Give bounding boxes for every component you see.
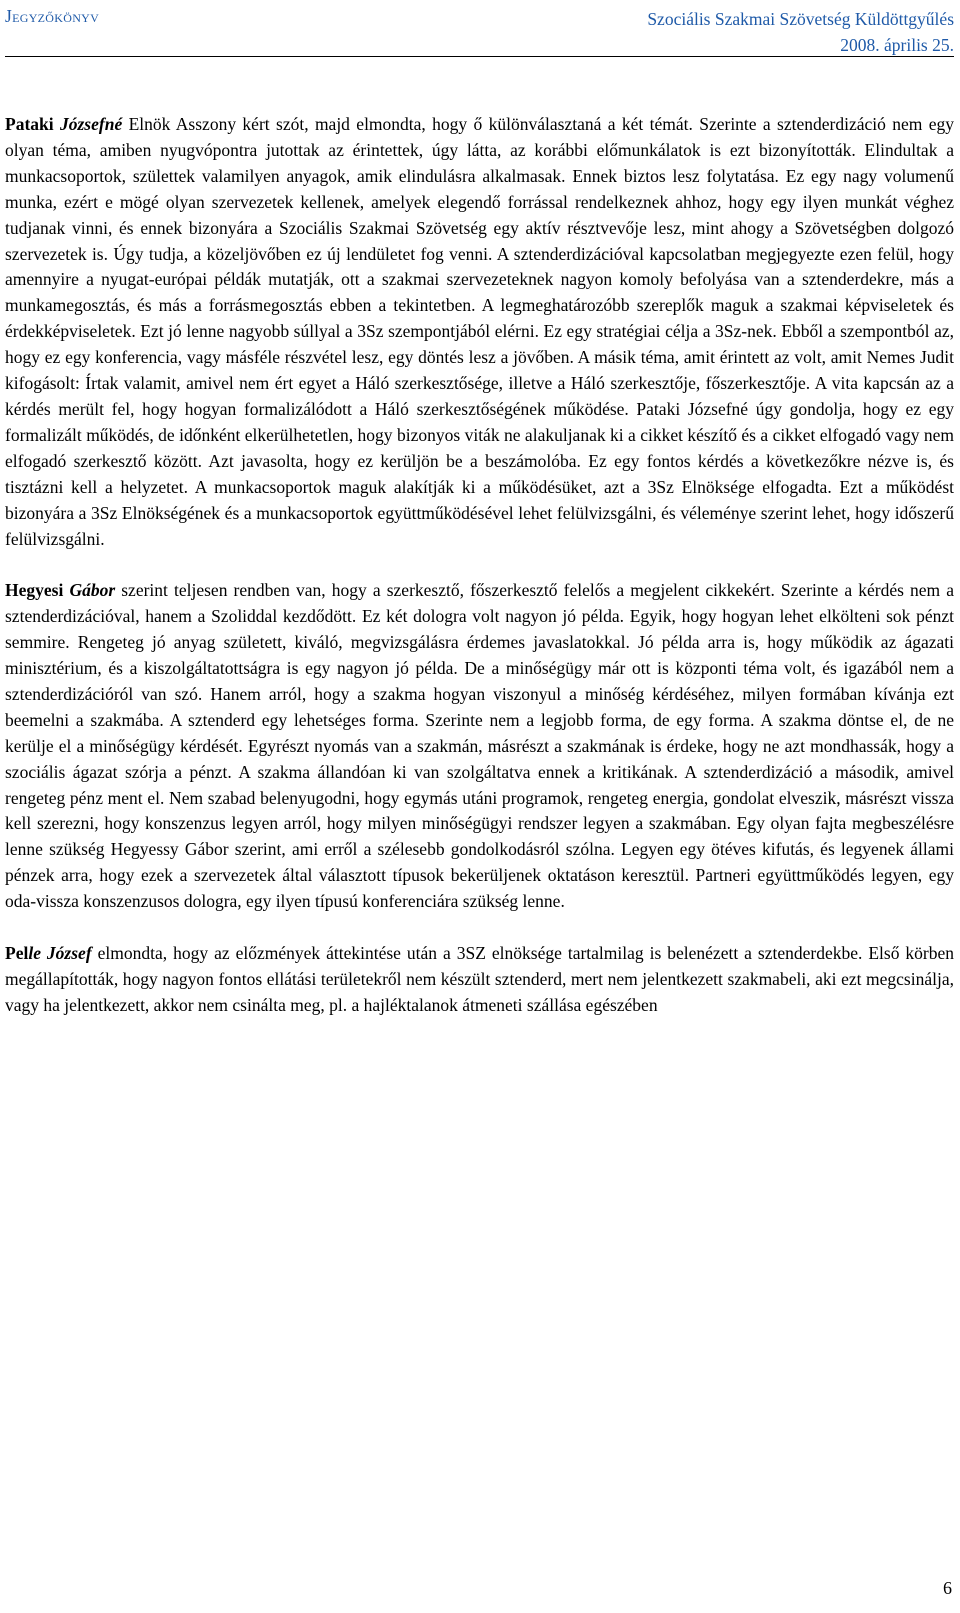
paragraph-text: elmondta, hogy az előzmények áttekintése után a 3SZ elnöksége tartalmilag is belenézett a sztenderdekbe. Első körben megállapították, hogy nagyon fontos ellátási területekről nem készült sztenderd, mert nem jelentkezett szakmabeli, aki ezt megcsinálja, vagy ha jelentkezett, akkor nem csinálta meg, pl. a hajléktalanok átmeneti szállása egészében <box>5 942 955 1015</box>
header-event <box>647 6 954 58</box>
header-event-date: 2008. április 25. <box>840 35 954 55</box>
paragraph-hegyesi <box>5 578 954 915</box>
speaker-name: Hegyesi <box>5 580 64 601</box>
page-number: 6 <box>943 1578 952 1598</box>
header-event-title: Szociális Szakmai Szövetség Küldöttgyűlés <box>647 9 954 29</box>
paragraph-text: szerint teljesen rendben van, hogy a szerkesztő, főszerkesztő felelős a megjelent cikkekért. Szerinte a kérdés nem a sztenderdizációval, hanem a Szoliddal kezdődött. Ez két dologra volt nagyon jó példa. Egyik, hogy hogyan lehet elkölteni sok pénzt semmire. Rengeteg jó anyag született, kiváló, megvizsgálásra érdemes javaslatokkal. Jó példa arra is, hogy működik az ágazati minisztérium, és a kiszolgáltatottságra is egy nagyon jó példa. De a minőségügy már ott is központi téma volt, és igazából nem a sztenderdizációról van szó. Hanem arról, hogy a szakma hogyan viszonyul a minőség kérdéséhez, milyen formában kívánja ezt beemelni a szakmába. A sztenderd egy lehetséges forma. Szerinte nem a legjobb forma, de egy forma. A szakma döntse el, de ne kerülje el a minőségügy kérdését. Egyrészt nyomás van a szakmán, másrészt a szakmának is érdeke, hogy ne azt mondhassák, hogy a szociális ágazat szórja a pénzt. A szakma állandóan ki van szolgáltatva ennek a kritikának. A sztenderdizáció a második, amivel rengeteg pénz ment el. Nem szabad belenyugodni, hogy egymás utáni programok, rengeteg energia, gondolat elveszik, másrészt vissza kell szerezni, hogy konszenzus legyen arról, hogy milyen minőségügyi rendszer legyen a szakmában. Egy olyan fajta megbeszélésre lenne szükség Hegyessy Gábor szerint, ami erről a szélesebb gondolkodásról szólna. Legyen egy ötéves kifutás, és legyenek állami pénzek arra, hogy ezek a szervezetek által választott típusok bekerüljenek oktatáson keresztül. Partneri együttműködés legyen, egy oda-vissza konszenzusos dologra, egy ilyen típusú konferenciára szükség lenne. <box>5 580 955 912</box>
paragraph-pelle <box>5 941 954 1019</box>
document-body <box>5 112 954 1019</box>
speaker-name: Pel <box>5 942 29 963</box>
page-header <box>5 4 954 57</box>
paragraph-pataki <box>5 112 954 552</box>
speaker-name: Pataki <box>5 114 54 134</box>
speaker-name-italic: le József <box>28 942 92 963</box>
speaker-name-italic: Gábor <box>69 580 116 601</box>
paragraph-text: Elnök Asszony kért szót, majd elmondta, hogy ő különválasztaná a két témát. Szerinte a sztenderdizáció nem egy olyan téma, amiben nyugvópontra jutottak az érintettek, úgy látta, az korábbi előmunkálatok is ezt bizonyították. Elindultak a munkacsoportok, születtek valamilyen anyagok, amik elindulásra alkalmasak. Ennek biztos lesz folytatása. Ez egy nagy volumenű munka, ezért e mögé olyan szervezetek kellenek, amelyek elegendő forrással rendelkeznek ahhoz, hogy egy ilyen munkát véghez tudjanak vinni, és ennek bizonyára a Szociális Szakmai Szövetség egy aktív résztvevője lesz, mint ahogy a Szövetségben dolgozó szervezetek is. Úgy tudja, a közeljövőben ez új lendületet fog venni. A sztenderdizációval kapcsolatban megjegyezte ezen felül, hogy amennyire a nyugat-európai példák mutatják, ott a szakmai szervezeteknek nagyon komoly befolyása van a sztenderdekre, más a munkamegosztás, és más a forrásmegosztás ebben a tekintetben. A legmeghatározóbb szereplők maguk a szakmai képviseletek és érdekképviseletek. Ezt jó lenne nagyobb súllyal a 3Sz szempontjából elérni. Ez egy stratégiai célja a 3Sz-nek. Ebből a szempontból az, hogy ez egy konferencia, vagy másféle részvétel lesz, egy döntés lesz a jövőben. A másik téma, amit érintett az volt, amit Nemes Judit kifogásolt: Írtak valamit, amivel nem ért egyet a Háló szerkesztősége, illetve a Háló szerkesztője, főszerkesztője. A vita kapcsán az a kérdés merült fel, hogy hogyan formalizálódott a Háló szerkesztőségének működése. Pataki Józsefné úgy gondolja, hogy ez egy formalizált működés, de időnként elkerülhetetlen, hogy bizonyos viták ne alakuljanak ki a cikket készítő és a cikket elfogadó vagy nem elfogadó szerkesztő között. Azt javasolta, hogy ez kerüljön be a beszámolóba. Ez egy fontos kérdés a következőkre nézve is, és tisztázni kell a helyzetet. A munkacsoportok maguk alakítják ki a működésüket, azt a 3Sz Elnöksége elfogadta. Ezt a működést bizonyára a 3Sz Elnökségének és a munkacsoportok együttműködésével lehet felülvizsgálni, és véleménye szerint lehet, hogy időszerű felülvizsgálni. <box>5 114 955 549</box>
header-document-type: Jegyzőkönyv <box>5 6 100 26</box>
speaker-name-italic: Józsefné <box>60 114 123 134</box>
